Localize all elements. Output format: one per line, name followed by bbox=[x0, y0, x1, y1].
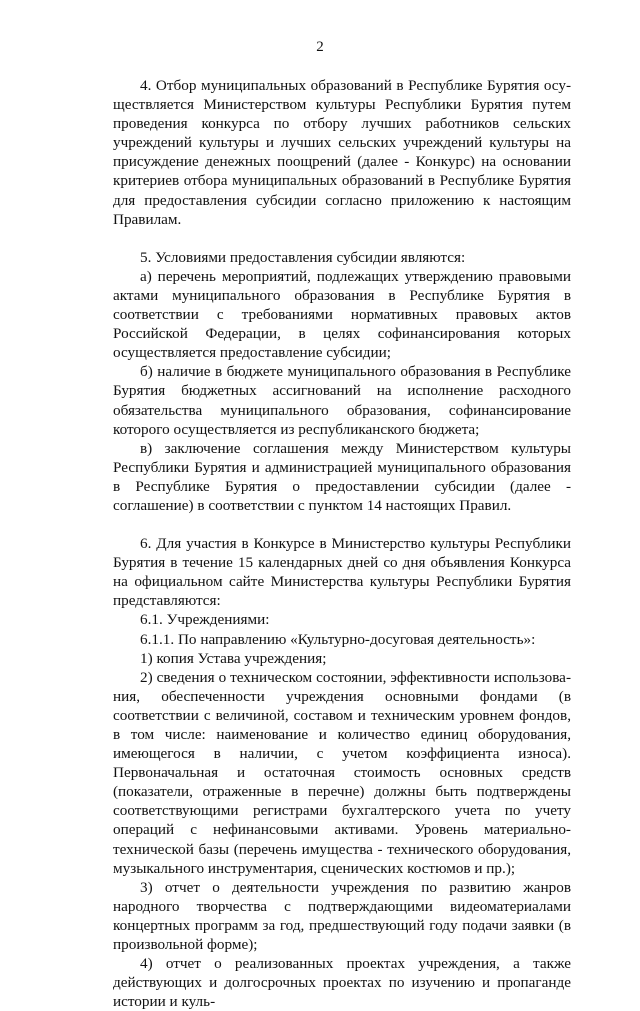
paragraph-6-1: 6.1. Учреждениями: bbox=[140, 611, 270, 629]
list-item-2: 2) сведения о техническом состоянии, эффективности использования, обеспеченности учреждения основными фондами (в соответствии с величиной, составом и техническим уровнем фондов, в том числе: наименование и количество единиц оборудования, имеющегося в наличии, с учетом коэффициента износа). Первоначальная и остаточная стоимость основных средств (показатели, отраженные в перечне) должны быть подтверждены соответствующими регистрами бухгалтерского учета по учету операций с нефинансовыми активами. Уровень материально-технической базы (перечень имущества - технического оборудования, музыкального инструментария, сценических костюмов и пр.); bbox=[113, 668, 571, 877]
paragraph-6: 6. Для участия в Конкурсе в Министерство культуры Республики Бурятия в течение 15 календарных дней со дня объявления Конкурса на официальном сайте Министерства культуры Республики Бурятия представляются: bbox=[113, 535, 571, 610]
paragraph-5c: в) заключение соглашения между Министерством культуры Республики Бурятия и администрацией муниципального образования в Республике Бурятия о предоставлении субсидии (далее - соглашение) в соответствии с пунктом 14 настоящих Правил. bbox=[113, 439, 571, 514]
page-number: 2 bbox=[316, 39, 324, 55]
paragraph-5: 5. Условиями предоставления субсидии являются: bbox=[140, 248, 466, 266]
paragraph-4: 4. Отбор муниципальных образований в Республике Бурятия осуществляется Министерством культуры Республики Бурятия путем проведения конкурса по отбору лучших работников сельских учреждений культуры и лучших сельских учреждений культуры на присуждение денежных поощрений (далее - Конкурс) на основании критериев отбора муниципальных образований в Республике Бурятия для предоставления субсидии согласно приложению к настоящим Правилам. bbox=[113, 77, 571, 228]
list-item-3: 3) отчет о деятельности учреждения по развитию жанров народного творчества с подтверждающими видеоматериалами концертных программ за год, предшествующий году подачи заявки (в произвольной форме); bbox=[113, 878, 571, 954]
list-item-1: 1) копия Устава учреждения; bbox=[140, 649, 327, 667]
paragraph-6-1-1: 6.1.1. По направлению «Культурно-досуговая деятельность»: bbox=[140, 630, 536, 648]
document-body bbox=[113, 76, 571, 1011]
list-item-4: 4) отчет о реализованных проектах учреждения, а также действующих и долгосрочных проектах по изучению и пропаганде истории и куль- bbox=[113, 955, 571, 1011]
paragraph-5b: б) наличие в бюджете муниципального образования в Республике Бурятия бюджетных ассигнований на исполнение расходного обязательства муниципального образования, софинансирование которого осуществляется из республиканского бюджета; bbox=[113, 363, 571, 438]
paragraph-5a: а) перечень мероприятий, подлежащих утверждению правовыми актами муниципального образования в Республике Бурятия в соответствии с требованиями нормативных правовых актов Российской Федерации, в целях софинансирования которых осуществляется предоставление субсидии; bbox=[113, 267, 571, 362]
